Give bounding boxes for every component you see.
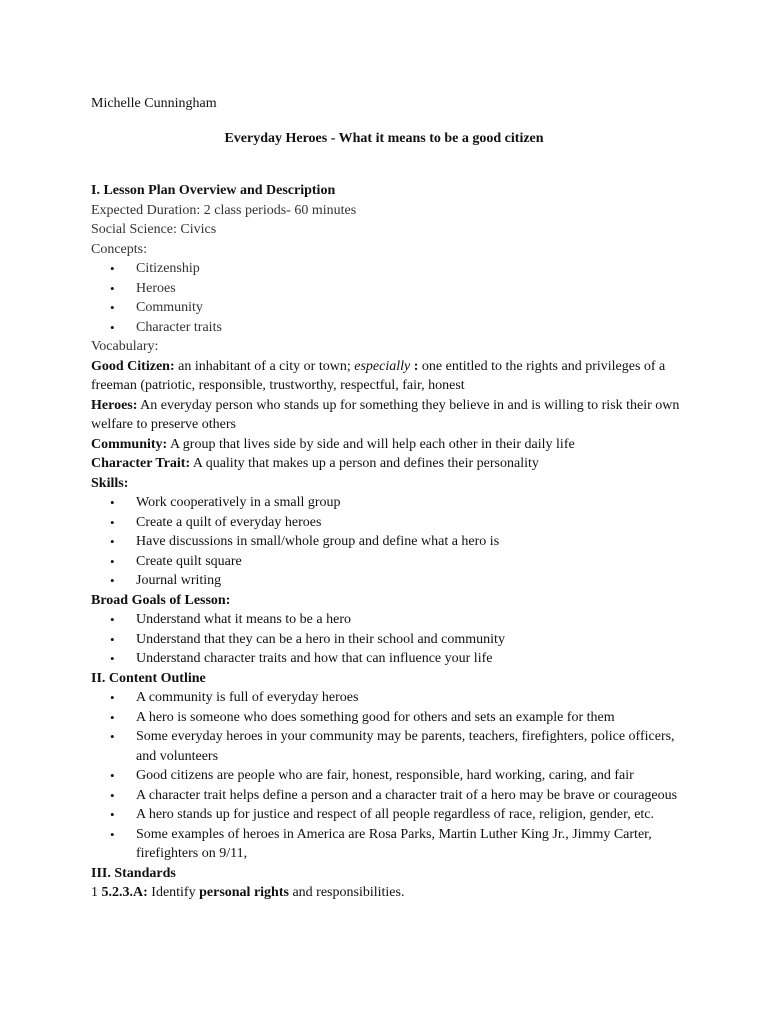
section-2-heading: II. Content Outline (91, 670, 206, 686)
list-item: • A hero stands up for justice and respect of all people regardless of race, religion, gender, etc. (91, 805, 691, 825)
list-item: • Community (91, 298, 691, 318)
bullet-icon: • (110, 553, 115, 569)
list-item: • Citizenship (91, 259, 691, 279)
author-name: Michelle Cunningham (91, 96, 217, 111)
list-item: • Have discussions in small/whole group and define what a hero is (91, 532, 691, 552)
vocab-term: Heroes: (91, 397, 138, 413)
bullet-icon: • (110, 573, 115, 588)
bullet-icon: • (110, 319, 115, 335)
skills-label: Skills: (91, 475, 129, 491)
vocab-term: Good Citizen: (91, 358, 175, 374)
bullet-icon: • (110, 787, 115, 803)
concepts-label: Concepts: (91, 241, 147, 257)
section-3-heading: III. Standards (91, 865, 176, 881)
bullet-icon: • (110, 631, 115, 647)
bullet-icon: • (110, 261, 115, 276)
bullet-icon: • (110, 651, 115, 666)
list-item: • A hero is someone who does something good for others and sets an example for them (91, 708, 691, 728)
list-item: • A community is full of everyday heroes (91, 688, 691, 708)
vocabulary-label: Vocabulary: (91, 339, 159, 354)
bullet-icon: • (110, 612, 115, 627)
bullet-icon: • (110, 807, 115, 822)
concepts-list (91, 259, 691, 337)
list-item: • Character traits (91, 318, 691, 338)
section-1-heading: I. Lesson Plan Overview and Description (91, 183, 336, 198)
vocab-term: Character Trait: (91, 456, 191, 471)
expected-duration: Expected Duration: 2 class periods- 60 minutes (91, 202, 357, 218)
content-outline-list (91, 688, 691, 864)
bullet-icon: • (110, 709, 115, 725)
list-item: • A character trait helps define a person and a character trait of a hero may be brave or courageous (91, 786, 691, 806)
social-science: Social Science: Civics (91, 222, 217, 237)
goals-list (91, 610, 691, 669)
bullet-icon: • (110, 300, 115, 315)
list-item: • Create quilt square (91, 552, 691, 572)
list-item: • Understand what it means to be a hero (91, 610, 691, 630)
bullet-icon: • (110, 729, 115, 744)
list-item: • Good citizens are people who are fair, honest, responsible, hard working, caring, and fair (91, 766, 691, 786)
list-item: • Some examples of heroes in America are Rosa Parks, Martin Luther King Jr., Jimmy Carter, firefighters on 9/11, (110, 826, 652, 861)
vocab-term: Community: (91, 436, 168, 452)
standard-number: 1 (91, 885, 102, 900)
bullet-icon: • (110, 690, 115, 705)
bullet-icon: • (110, 826, 115, 842)
list-item: • Understand character traits and how that can influence your life (91, 649, 691, 669)
document-title: Everyday Heroes - What it means to be a good citizen (224, 131, 544, 146)
list-item: • Create a quilt of everyday heroes (91, 513, 691, 533)
document-body (91, 181, 691, 903)
bullet-icon: • (110, 768, 115, 783)
standard-code: 5.2.3.A: (101, 885, 148, 900)
bullet-icon: • (110, 534, 115, 549)
list-item: • Some everyday heroes in your community may be parents, teachers, firefighters, police officers, and volunteers (110, 729, 675, 764)
list-item: • Understand that they can be a hero in their school and community (91, 630, 691, 650)
list-item: • Work cooperatively in a small group (91, 493, 691, 513)
list-item: • Journal writing (91, 571, 691, 591)
skills-list (91, 493, 691, 591)
list-item: • Heroes (91, 279, 691, 299)
vocab-community: Community: A group that lives side by side and will help each other in their daily life (91, 436, 575, 452)
bullet-icon: • (110, 280, 115, 296)
goals-label: Broad Goals of Lesson: (91, 592, 231, 608)
standard-5-2-3-a: 1 5.2.3.A: Identify personal rights and responsibilities. (91, 885, 405, 900)
bullet-icon: • (110, 514, 115, 530)
bullet-icon: • (110, 495, 115, 510)
vocab-heroes: Heroes: An everyday person who stands up for something they believe in and is willing to risk their own welfare to preserve others (91, 397, 680, 432)
vocab-good-citizen: Good Citizen: an inhabitant of a city or town; especially : one entitled to the rights and privileges of a freeman (patriotic, responsible, trustworthy, respectful, fair, honest (91, 358, 666, 393)
standard-emphasis: personal rights (199, 885, 289, 900)
vocab-character-trait: Character Trait: A quality that makes up a person and defines their personality (91, 456, 539, 471)
